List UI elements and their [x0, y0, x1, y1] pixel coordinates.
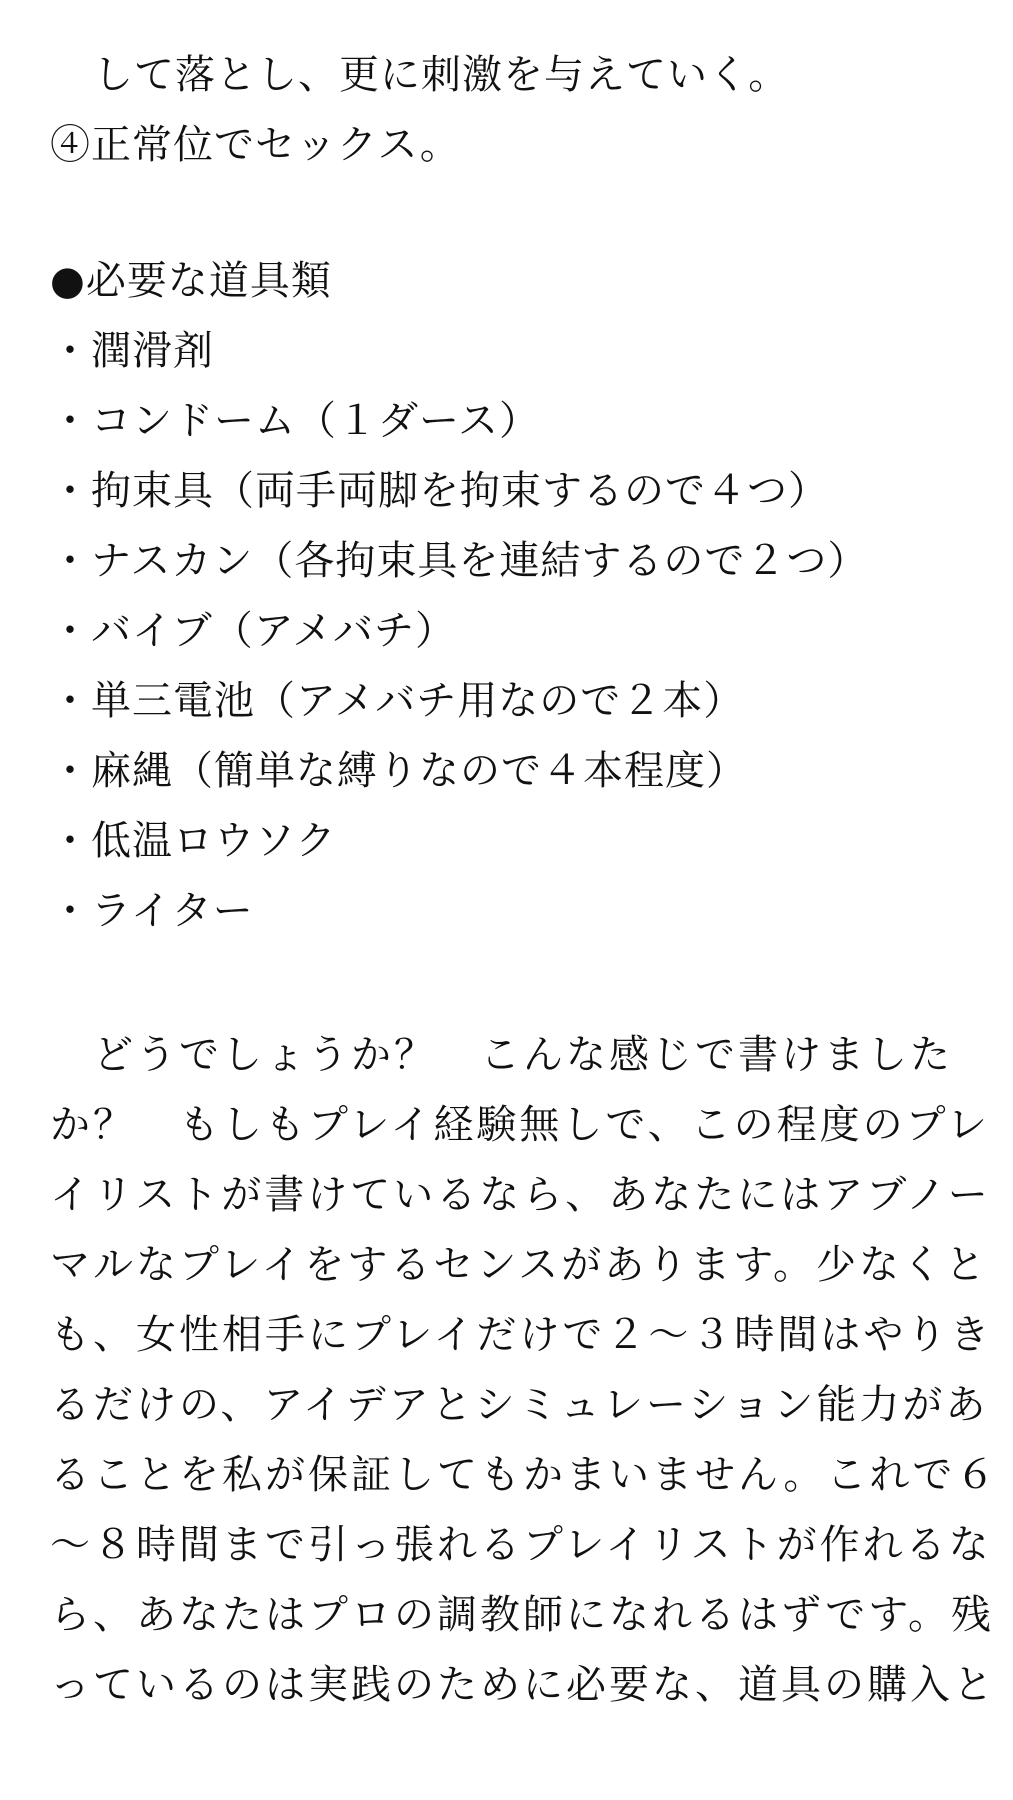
tool-item-lubricant: ・潤滑剤 [50, 328, 214, 374]
tool-item-candle: ・低温ロウソク [50, 818, 337, 864]
paragraph-line: も、女性相手にプレイだけで２～３時間はやりき [50, 1312, 993, 1358]
paragraph-line: ることを私が保証してもかまいません。これで６ [50, 1452, 999, 1498]
tool-item-condoms: ・コンドーム（１ダース） [50, 398, 540, 444]
paragraph-line: マルなプレイをするセンスがあります。少なくと [50, 1242, 988, 1288]
text-line-continuation: して落とし、更に刺激を与えていく。 [93, 52, 790, 98]
tool-item-batteries: ・単三電池（アメバチ用なので２本） [50, 678, 745, 724]
tool-item-restraints: ・拘束具（両手両脚を拘束するので４つ） [50, 468, 829, 514]
paragraph-line: るだけの、アイデアとシミュレーション能力があ [50, 1382, 989, 1428]
tool-item-snap-hooks: ・ナスカン（各拘束具を連結するので２つ） [50, 538, 869, 584]
tool-item-lighter: ・ライター [50, 888, 254, 934]
tool-item-rope: ・麻縄（簡単な縛りなので４本程度） [50, 748, 747, 794]
paragraph-line: イリストが書けているなら、あなたにはアブノー [50, 1172, 991, 1218]
paragraph-line: ～８時間まで引っ張れるプレイリストが作れるな [50, 1522, 992, 1568]
text-line-step-4: ④正常位でセックス。 [50, 122, 461, 168]
paragraph-line: か？ もしもプレイ経験無しで、この程度のプレ [50, 1102, 990, 1148]
paragraph-line: っているのは実践のために必要な、道具の購入と [50, 1662, 996, 1708]
paragraph-line: ら、あなたはプロの調教師になれるはずです。残 [50, 1592, 994, 1638]
paragraph-line: どうでしょうか？ こんな感じで書けました [93, 1032, 953, 1078]
tools-heading: ●必要な道具類 [50, 258, 332, 304]
tool-item-vibrator: ・バイブ（アメバチ） [50, 608, 456, 654]
